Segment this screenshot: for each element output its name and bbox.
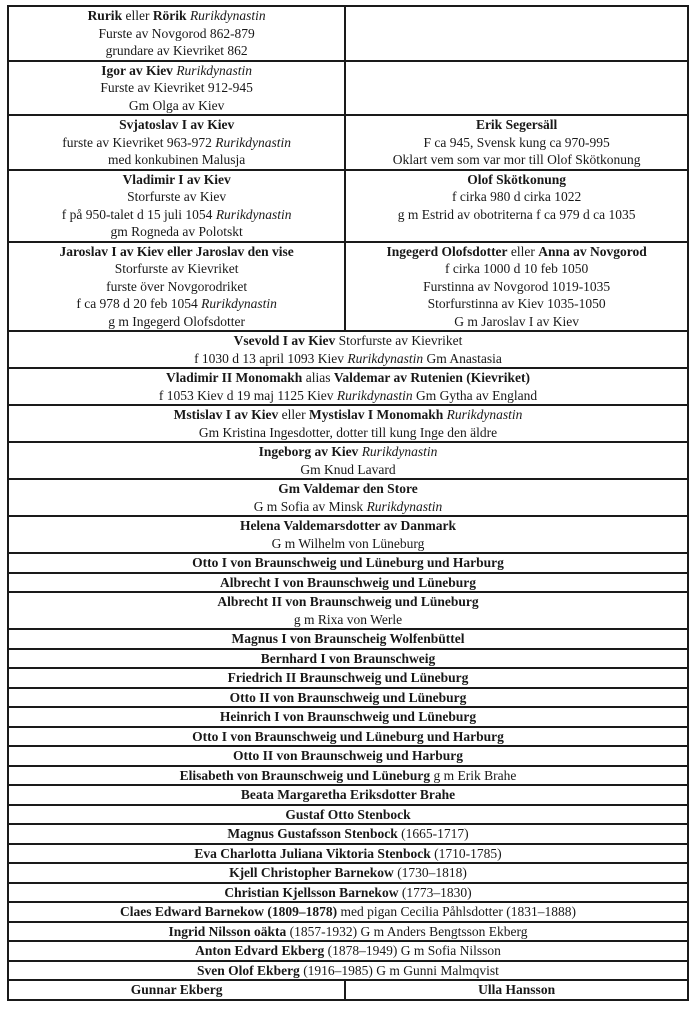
detail-text: Gm Knud Lavard: [300, 461, 396, 477]
text-line: [13, 962, 683, 980]
genealogy-table: [7, 5, 689, 1001]
table-row: [8, 115, 688, 170]
table-row: [8, 573, 688, 593]
detail-text: (1665-1717): [397, 826, 469, 841]
table-row: [8, 766, 688, 786]
text-line: [350, 981, 683, 999]
detail-text: eller: [507, 243, 539, 259]
detail-text: Gm Kristina Ingesdotter, dotter till kung Inge den äldre: [198, 424, 498, 440]
detail-text: eller: [278, 407, 309, 422]
table-row: [8, 824, 688, 844]
text-line: [13, 650, 683, 668]
dynasty-label: Rurikdynastin: [201, 296, 277, 311]
person-name: Albrecht II von Braunschweig und Lüneburg: [217, 594, 479, 609]
detail-text: (1730–1818): [393, 865, 467, 880]
detail-text: G m Wilhelm von Lüneburg: [271, 535, 425, 551]
person-cell-full: [8, 824, 688, 844]
person-name: Gm Valdemar den Store: [278, 481, 418, 496]
person-cell-full: [8, 405, 688, 442]
detail-text: g m Ingegerd Olofsdotter: [108, 313, 246, 329]
detail-text: Storfurste av Kievriket: [114, 261, 239, 276]
person-name: Ingeborg av Kiev: [258, 444, 359, 459]
person-name: Mstislav I av Kiev: [173, 407, 279, 422]
person-name: Anton Edvard Ekberg: [195, 943, 325, 958]
table-row: [8, 805, 688, 825]
text-line: [13, 369, 683, 387]
detail-text: Gm Gytha av England: [412, 387, 538, 403]
text-line: [13, 116, 340, 134]
person-name: Vsevold I av Kiev: [233, 333, 336, 348]
table-row: [8, 844, 688, 864]
text-line: [13, 243, 340, 261]
text-line: [13, 79, 340, 97]
table-row: [8, 649, 688, 669]
person-cell-full: [8, 553, 688, 573]
detail-text: g m Estrid av obotriterna f ca 979 d ca 1035: [397, 206, 636, 222]
person-cell: [8, 115, 345, 170]
person-name: Beata Margaretha Eriksdotter Brahe: [240, 787, 456, 802]
text-line: [13, 42, 340, 60]
text-line: [13, 611, 683, 629]
text-line: [13, 313, 340, 331]
text-line: [13, 689, 683, 707]
text-line: [350, 171, 683, 189]
dynasty-label: Rurikdynastin: [347, 350, 424, 366]
text-line: [13, 845, 683, 863]
text-line: [350, 243, 683, 261]
person-name: Erik Segersäll: [475, 117, 558, 132]
table-row: [8, 980, 688, 1000]
text-line: [13, 767, 683, 785]
text-line: [13, 134, 340, 152]
text-line: [13, 7, 340, 25]
person-name: Svjatoslav I av Kiev: [119, 117, 235, 132]
person-name: Valdemar av Rutenien (Kievriket): [333, 370, 530, 385]
person-cell-full: [8, 479, 688, 516]
detail-text: Gm Olga av Kiev: [128, 97, 225, 113]
text-line: [13, 151, 340, 169]
table-row: [8, 331, 688, 368]
text-line: [13, 864, 683, 882]
person-name: Rörik: [152, 8, 187, 23]
detail-text: Furste av Kievriket 912-945: [100, 80, 253, 95]
detail-text: Oklart vem som var mor till Olof Skötkonung: [392, 152, 641, 167]
detail-text: Storfurste av Kiev: [127, 189, 227, 204]
text-line: [350, 116, 683, 134]
person-cell-full: [8, 863, 688, 883]
text-line: [350, 134, 683, 152]
text-line: [13, 923, 683, 941]
text-line: [13, 350, 683, 368]
person-name: Ulla Hansson: [478, 982, 556, 997]
detail-text: f 1053 Kiev d 19 maj 1125 Kiev: [158, 387, 337, 403]
detail-text: Storfurste av Kievriket: [335, 333, 463, 348]
person-cell: [345, 980, 688, 1000]
person-cell: [8, 242, 345, 332]
person-name: Helena Valdemarsdotter av Danmark: [239, 518, 457, 533]
dynasty-label: Rurikdynastin: [215, 206, 292, 222]
person-name: Rurik: [87, 8, 123, 23]
dynasty-label: Rurikdynastin: [215, 134, 291, 150]
text-line: [13, 62, 340, 80]
text-line: [13, 424, 683, 442]
text-line: [13, 554, 683, 572]
person-cell-full: [8, 941, 688, 961]
text-line: [13, 825, 683, 843]
detail-text: Furstinna av Novgorod 1019-1035: [423, 278, 611, 294]
person-cell-full: [8, 727, 688, 747]
table-row: [8, 242, 688, 332]
text-line: [13, 461, 683, 479]
person-cell-full: [8, 368, 688, 405]
person-cell-full: [8, 649, 688, 669]
person-name: Mystislav I Monomakh: [308, 407, 444, 422]
person-cell-full: [8, 961, 688, 981]
table-row: [8, 746, 688, 766]
dynasty-label: Rurikdynastin: [176, 62, 253, 78]
text-line: [13, 443, 683, 461]
detail-text: G m Jaroslav I av Kiev: [454, 313, 580, 329]
detail-text: eller: [122, 8, 153, 23]
person-name: Ingrid Nilsson oäkta: [168, 923, 287, 939]
person-cell-full: [8, 668, 688, 688]
person-cell-full: [8, 707, 688, 727]
detail-text: (1878–1949) G m Sofia Nilsson: [324, 943, 501, 958]
person-name: Friedrich II Braunschweig und Lüneburg: [227, 670, 469, 685]
detail-text: furste över Novgorodriket: [106, 278, 248, 294]
text-line: [13, 223, 340, 241]
person-cell-full: [8, 629, 688, 649]
person-name: Otto II von Braunschweig und Harburg: [233, 748, 463, 763]
text-line: [13, 517, 683, 535]
table-row: [8, 405, 688, 442]
text-line: [13, 278, 340, 296]
detail-text: f ca 978 d 20 feb 1054: [76, 296, 202, 311]
text-line: [350, 313, 683, 331]
text-line: [13, 574, 683, 592]
table-row: [8, 727, 688, 747]
table-row: [8, 479, 688, 516]
detail-text: f på 950-talet d 15 juli 1054: [61, 206, 216, 222]
detail-text: g m Rixa von Werle: [293, 611, 403, 627]
person-name: Vladimir II Monomakh: [166, 370, 303, 385]
table-row: [8, 368, 688, 405]
person-cell: [345, 242, 688, 332]
detail-text: f 1030 d 13 april 1093 Kiev: [194, 350, 348, 366]
person-name: Ingegerd Olofsdotter: [386, 243, 508, 259]
person-name: Igor av Kiev: [101, 62, 173, 78]
person-name: Elisabeth von Braunschweig und Lüneburg: [179, 767, 431, 783]
person-name: Olof Skötkonung: [467, 171, 566, 187]
detail-text: Gm Anastasia: [423, 350, 502, 366]
person-name: Jaroslav I av Kiev eller Jaroslav den vise: [59, 243, 294, 259]
person-cell: [8, 170, 345, 242]
person-name: Albrecht I von Braunschweig und Lüneburg: [220, 574, 476, 590]
detail-text: (1916–1985) G m Gunni Malmqvist: [299, 962, 499, 978]
dynasty-label: Rurikdynastin: [336, 387, 413, 403]
detail-text: F ca 945, Svensk kung ca 970-995: [423, 134, 610, 150]
text-line: [13, 981, 340, 999]
detail-text: med konkubinen Malusja: [108, 152, 246, 167]
text-line: [13, 942, 683, 960]
detail-text: Storfurstinna av Kiev 1035-1050: [427, 296, 606, 311]
table-row: [8, 592, 688, 629]
text-line: [13, 806, 683, 824]
person-name: Claes Edward Barnekow (1809–1878): [120, 904, 338, 919]
detail-text: (1773–1830): [398, 884, 472, 900]
table-row: [8, 922, 688, 942]
person-cell-full: [8, 516, 688, 553]
text-line: [13, 188, 340, 206]
detail-text: G m Sofia av Minsk: [253, 498, 367, 514]
dynasty-label: Rurikdynastin: [446, 407, 523, 422]
detail-text: (1710-1785): [430, 845, 502, 861]
person-cell: [8, 980, 345, 1000]
text-line: [13, 387, 683, 405]
person-cell: [8, 61, 345, 116]
text-line: [350, 188, 683, 206]
person-cell-full: [8, 442, 688, 479]
person-name: Otto II von Braunschweig und Lüneburg: [229, 689, 467, 705]
person-cell-full: [8, 573, 688, 593]
table-row: [8, 707, 688, 727]
text-line: [350, 278, 683, 296]
person-cell-full: [8, 592, 688, 629]
dynasty-label: Rurikdynastin: [189, 8, 266, 23]
text-line: [350, 260, 683, 278]
dynasty-label: Rurikdynastin: [366, 498, 443, 514]
text-line: [13, 206, 340, 224]
person-name: Bernhard I von Braunschweig: [260, 650, 436, 666]
text-line: [13, 786, 683, 804]
person-cell-full: [8, 902, 688, 922]
text-line: [13, 97, 340, 115]
table-row: [8, 902, 688, 922]
table-row: [8, 516, 688, 553]
table-row: [8, 961, 688, 981]
text-line: [13, 498, 683, 516]
text-line: [13, 669, 683, 687]
text-line: [13, 535, 683, 553]
text-line: [13, 171, 340, 189]
text-line: [13, 884, 683, 902]
person-cell: [8, 6, 345, 61]
table-row: [8, 170, 688, 242]
detail-text: furste av Kievriket 963-972: [62, 134, 216, 150]
text-line: [350, 151, 683, 169]
detail-text: f cirka 980 d cirka 1022: [451, 189, 582, 204]
person-cell: [345, 61, 688, 116]
detail-text: (1857-1932) G m Anders Bengtsson Ekberg: [286, 923, 528, 939]
person-cell-full: [8, 766, 688, 786]
person-name: Heinrich I von Braunschweig und Lüneburg: [219, 709, 477, 724]
text-line: [13, 630, 683, 648]
person-name: Vladimir I av Kiev: [122, 171, 231, 187]
detail-text: alias: [302, 370, 334, 385]
detail-text: Furste av Novgorod 862-879: [98, 25, 255, 41]
table-row: [8, 688, 688, 708]
detail-text: f cirka 1000 d 10 feb 1050: [445, 261, 589, 276]
person-cell-full: [8, 331, 688, 368]
person-name: Otto I von Braunschweig und Lüneburg und Harburg: [192, 555, 504, 570]
text-line: [13, 406, 683, 424]
person-cell-full: [8, 805, 688, 825]
detail-text: gm Rogneda av Polotskt: [110, 224, 243, 239]
person-name: Gustaf Otto Stenbock: [285, 806, 411, 822]
person-name: Gunnar Ekberg: [130, 982, 223, 997]
person-cell: [345, 6, 688, 61]
table-row: [8, 668, 688, 688]
table-row: [8, 941, 688, 961]
person-cell-full: [8, 688, 688, 708]
detail-text: grundare av Kievriket 862: [105, 43, 248, 58]
text-line: [13, 728, 683, 746]
text-line: [13, 593, 683, 611]
person-cell: [345, 170, 688, 242]
genealogy-table-body: [8, 6, 688, 1000]
text-line: [13, 708, 683, 726]
detail-text: g m Erik Brahe: [430, 767, 517, 783]
table-row: [8, 863, 688, 883]
person-cell: [345, 115, 688, 170]
table-row: [8, 61, 688, 116]
table-row: [8, 629, 688, 649]
text-line: [13, 903, 683, 921]
text-line: [13, 25, 340, 43]
table-row: [8, 553, 688, 573]
person-name: Anna av Novgorod: [538, 243, 647, 259]
text-line: [350, 295, 683, 313]
table-row: [8, 785, 688, 805]
person-cell-full: [8, 922, 688, 942]
text-line: [350, 206, 683, 224]
person-name: Kjell Christopher Barnekow: [229, 865, 394, 880]
person-name: Magnus I von Braunscheig Wolfenbüttel: [231, 631, 465, 646]
dynasty-label: Rurikdynastin: [361, 444, 438, 459]
person-name: Magnus Gustafsson Stenbock: [227, 826, 398, 841]
text-line: [13, 480, 683, 498]
text-line: [13, 332, 683, 350]
person-name: Sven Olof Ekberg: [197, 962, 300, 978]
text-line: [13, 747, 683, 765]
table-row: [8, 883, 688, 903]
person-cell-full: [8, 746, 688, 766]
person-name: Otto I von Braunschweig und Lüneburg und Harburg: [192, 728, 504, 744]
person-name: Eva Charlotta Juliana Viktoria Stenbock: [194, 845, 431, 861]
text-line: [13, 295, 340, 313]
person-cell-full: [8, 785, 688, 805]
table-row: [8, 6, 688, 61]
table-row: [8, 442, 688, 479]
person-cell-full: [8, 883, 688, 903]
text-line: [13, 260, 340, 278]
person-name: Christian Kjellsson Barnekow: [224, 884, 399, 900]
person-cell-full: [8, 844, 688, 864]
detail-text: med pigan Cecilia Påhlsdotter (1831–1888): [337, 904, 576, 919]
